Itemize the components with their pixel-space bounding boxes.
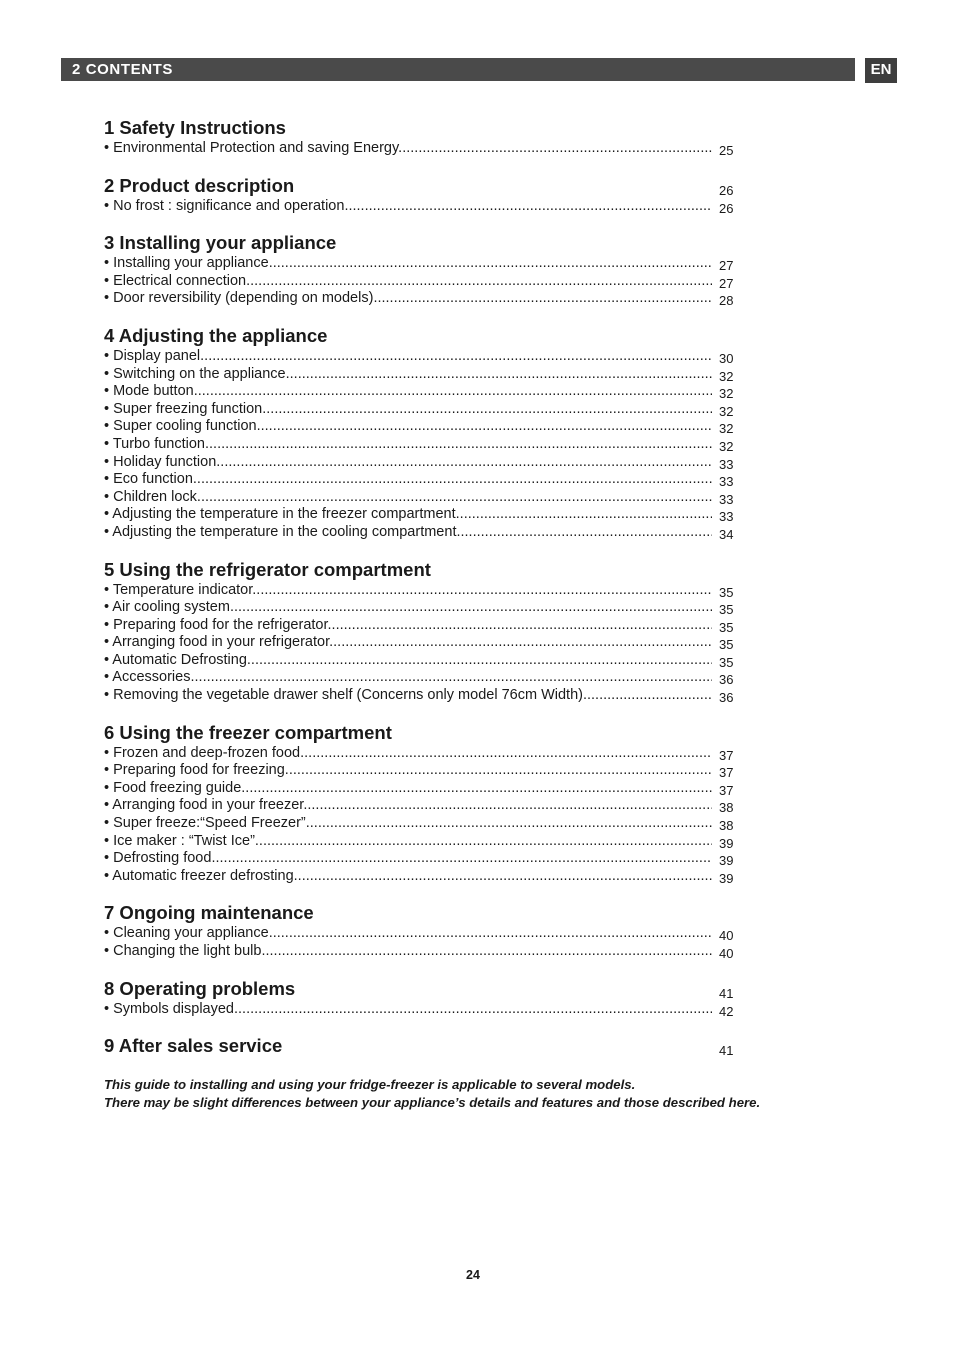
toc-entry — [104, 780, 744, 798]
toc-entry — [104, 797, 744, 815]
toc-entry-page-number: 37 — [719, 747, 734, 763]
toc-entry-page-number: 30 — [719, 350, 734, 366]
toc-entry-label: • Display panel ..... — [104, 348, 712, 365]
toc-section — [104, 174, 744, 216]
toc-entry-label: • Ice maker : “Twist Ice” ..... — [104, 833, 712, 850]
toc-entry-page-number: 39 — [719, 853, 734, 869]
toc-entry-page-number: 38 — [719, 818, 734, 834]
toc-entry — [104, 687, 744, 705]
toc-entry — [104, 652, 744, 670]
toc-entry-label: • Food freezing guide ..... — [104, 780, 712, 797]
header-title: 2 CONTENTS — [72, 61, 174, 78]
toc-entry — [104, 1001, 744, 1019]
toc-entry-page-number: 32 — [719, 386, 734, 402]
table-of-contents — [104, 100, 744, 1058]
toc-entry — [104, 850, 744, 868]
toc-entry — [104, 815, 744, 833]
toc-entry-page-number: 32 — [719, 368, 734, 384]
toc-entry-page-number: 32 — [719, 421, 734, 437]
toc-entry-label: • Eco function ..... — [104, 471, 712, 488]
toc-entry-label: • Automatic freezer defrosting ..... — [104, 868, 712, 885]
toc-entry — [104, 454, 744, 472]
toc-section — [104, 721, 744, 886]
toc-entry — [104, 634, 744, 652]
toc-entry-label: • Environmental Protection and saving Energy ..... — [104, 140, 712, 157]
toc-entry — [104, 506, 744, 524]
toc-entry-page-number: 37 — [719, 765, 734, 781]
toc-entry-label: • Air cooling system ..... — [104, 599, 712, 616]
toc-entry — [104, 366, 744, 384]
note-line-2: There may be slight differences between your appliance’s details and features and those described here. — [104, 1095, 761, 1110]
toc-entry-page-number: 33 — [719, 491, 734, 507]
section-title: 2 Product description — [104, 174, 295, 196]
section-title: 5 Using the refrigerator compartment — [104, 558, 431, 580]
toc-entry-page-number: 38 — [719, 800, 734, 816]
toc-entry — [104, 833, 744, 851]
section-title: 9 After sales service — [104, 1035, 283, 1057]
models-note — [104, 1076, 864, 1112]
toc-entry — [104, 762, 744, 780]
toc-entry-page-number: 28 — [719, 293, 734, 309]
toc-entry-page-number: 35 — [719, 602, 734, 618]
toc-section — [104, 116, 744, 158]
toc-entry-page-number: 37 — [719, 782, 734, 798]
toc-entry-page-number: 36 — [719, 690, 734, 706]
section-title: 3 Installing your appliance — [104, 232, 337, 254]
toc-entry-page-number: 35 — [719, 584, 734, 600]
toc-entry-page-number: 32 — [719, 403, 734, 419]
toc-entry-label: • Installing your appliance ..... — [104, 255, 712, 272]
toc-entry-label: • Mode button ..... — [104, 383, 712, 400]
toc-entry-page-number: 35 — [719, 654, 734, 670]
toc-entry-label: • Preparing food for freezing ..... — [104, 762, 712, 779]
toc-section — [104, 901, 744, 960]
section-title: 6 Using the freezer compartment — [104, 721, 392, 743]
toc-entry-label: • Super cooling function ..... — [104, 418, 712, 435]
toc-entry-label: • Symbols displayed ..... — [104, 1001, 712, 1018]
toc-entry — [104, 401, 744, 419]
toc-entry-label: • Adjusting the temperature in the cooling compartment ..... — [104, 524, 712, 541]
toc-entry-label: • Children lock ..... — [104, 489, 712, 506]
toc-entry-label: • Automatic Defrosting ..... — [104, 652, 712, 669]
toc-entry-page-number: 27 — [719, 275, 734, 291]
toc-entry-label: • Holiday function ..... — [104, 454, 712, 471]
toc-entry-page-number: 39 — [719, 870, 734, 886]
toc-entry — [104, 943, 744, 961]
note-line-1: This guide to installing and using your fridge-freezer is applicable to several models. — [104, 1077, 636, 1092]
toc-entry — [104, 383, 744, 401]
toc-section — [104, 324, 744, 542]
toc-entry-label: • Super freeze:“Speed Freezer” ..... — [104, 815, 712, 832]
toc-entry-label: • Changing the light bulb ..... — [104, 943, 712, 960]
toc-entry-label: • Defrosting food ..... — [104, 850, 712, 867]
section-title: 8 Operating problems — [104, 977, 296, 999]
toc-entry-page-number: 40 — [719, 928, 734, 944]
toc-entry-page-number: 25 — [719, 143, 734, 158]
toc-entry-label: • Switching on the appliance ..... — [104, 366, 712, 383]
toc-entry-label: • Frozen and deep-frozen food ..... — [104, 745, 712, 762]
toc-entry — [104, 524, 744, 542]
toc-entry — [104, 290, 744, 308]
toc-entry-page-number: 42 — [719, 1003, 734, 1019]
toc-entry — [104, 669, 744, 687]
toc-entry — [104, 198, 744, 216]
toc-entry — [104, 745, 744, 763]
toc-section — [104, 977, 744, 1019]
toc-entry-page-number: 27 — [719, 258, 734, 274]
toc-entry-label: • Super freezing function ..... — [104, 401, 712, 418]
toc-section — [104, 231, 744, 308]
toc-entry-page-number: 35 — [719, 619, 734, 635]
toc-entry-label: • Adjusting the temperature in the freezer compartment ..... — [104, 506, 712, 523]
toc-entry — [104, 348, 744, 366]
toc-entry-page-number: 33 — [719, 474, 734, 490]
language-badge: EN — [865, 58, 897, 83]
toc-entry-page-number: 26 — [719, 200, 734, 216]
page-number: 24 — [466, 1268, 480, 1282]
toc-entry-label: • Turbo function ..... — [104, 436, 712, 453]
toc-entry-label: • Door reversibility (depending on models) ..... — [104, 290, 712, 307]
toc-entry-page-number: 36 — [719, 672, 734, 688]
toc-entry — [104, 868, 744, 886]
toc-entry — [104, 140, 744, 158]
section-page-number: 41 — [719, 1043, 734, 1059]
toc-entry-label: • Electrical connection ..... — [104, 273, 712, 290]
toc-entry-page-number: 35 — [719, 637, 734, 653]
toc-section — [104, 558, 744, 705]
toc-entry-page-number: 32 — [719, 438, 734, 454]
section-header-bar — [61, 58, 855, 81]
toc-entry-page-number: 39 — [719, 835, 734, 851]
toc-entry-page-number: 33 — [719, 456, 734, 472]
toc-entry-page-number: 34 — [719, 526, 734, 542]
toc-entry-label: • Accessories ..... — [104, 669, 712, 686]
toc-entry — [104, 489, 744, 507]
section-page-number: 41 — [719, 985, 734, 1001]
toc-entry — [104, 599, 744, 617]
toc-entry — [104, 617, 744, 635]
toc-entry — [104, 925, 744, 943]
toc-entry-label: • Temperature indicator ..... — [104, 582, 712, 599]
toc-entry — [104, 255, 744, 273]
section-title: 7 Ongoing maintenance — [104, 902, 314, 924]
toc-entry — [104, 582, 744, 600]
toc-entry-label: • Arranging food in your freezer ..... — [104, 797, 712, 814]
toc-entry-label: • Removing the vegetable drawer shelf (Concerns only model 76cm Width) ..... — [104, 687, 712, 704]
toc-entry — [104, 273, 744, 291]
section-title: 4 Adjusting the appliance — [104, 324, 328, 346]
toc-entry-label: • No frost : significance and operation ..... — [104, 198, 712, 215]
toc-entry-label: • Preparing food for the refrigerator ..... — [104, 617, 712, 634]
toc-entry-label: • Arranging food in your refrigerator ..... — [104, 634, 712, 651]
toc-entry — [104, 471, 744, 489]
toc-entry-label: • Cleaning your appliance ..... — [104, 925, 712, 942]
section-page-number: 26 — [719, 182, 734, 198]
toc-section — [104, 1034, 744, 1058]
section-title: 1 Safety Instructions — [104, 117, 286, 138]
toc-entry — [104, 418, 744, 436]
toc-entry — [104, 436, 744, 454]
toc-entry-page-number: 33 — [719, 509, 734, 525]
toc-entry-page-number: 40 — [719, 946, 734, 961]
